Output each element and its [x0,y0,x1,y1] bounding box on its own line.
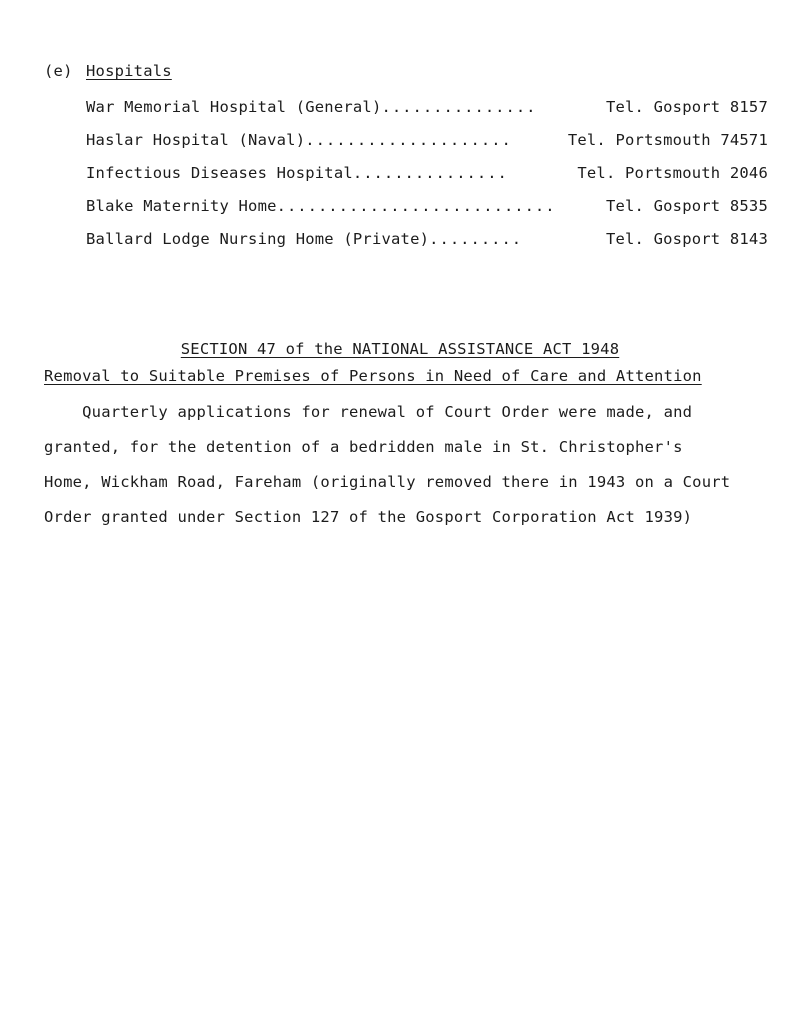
paragraph-line: Home, Wickham Road, Fareham (originally removed there in 1943 on a Court [44,473,731,491]
hospital-name: War Memorial Hospital (General) [86,98,382,116]
hospital-entry [86,164,768,182]
leader-dots: ........................... [276,197,556,215]
paragraph-line: Order granted under Section 127 of the Gosport Corporation Act 1939) [44,508,693,526]
section-title: Hospitals [86,62,172,80]
hospital-telephone: Tel. Gosport 8157 [605,98,768,116]
hospital-entry [86,197,768,215]
hospital-name: Blake Maternity Home [86,197,277,215]
hospital-entry [86,230,768,248]
hospital-telephone: Tel. Gosport 8143 [605,230,768,248]
leader-dots: .................... [305,131,512,149]
hospital-telephone: Tel. Portsmouth 2046 [577,164,768,182]
hospital-name: Haslar Hospital (Naval) [86,131,306,149]
hospital-entry [86,131,768,149]
leader-dots: ......... [429,230,523,248]
act-heading: SECTION 47 of the NATIONAL ASSISTANCE ACT 1948 [180,340,620,358]
act-subheading: Removal to Suitable Premises of Persons in Need of Care and Attention [44,367,702,385]
hospital-entry [86,98,768,116]
hospital-name: Ballard Lodge Nursing Home (Private) [86,230,430,248]
section-letter: (e) [44,62,73,80]
hospital-telephone: Tel. Portsmouth 74571 [567,131,768,149]
leader-dots: ............... [381,98,537,116]
paragraph-line: Quarterly applications for renewal of Court Order were made, and [44,403,693,421]
leader-dots: ............... [352,164,508,182]
hospital-name: Infectious Diseases Hospital [86,164,353,182]
paragraph-line: granted, for the detention of a bedridden male in St. Christopher's [44,438,683,456]
hospital-telephone: Tel. Gosport 8535 [605,197,768,215]
